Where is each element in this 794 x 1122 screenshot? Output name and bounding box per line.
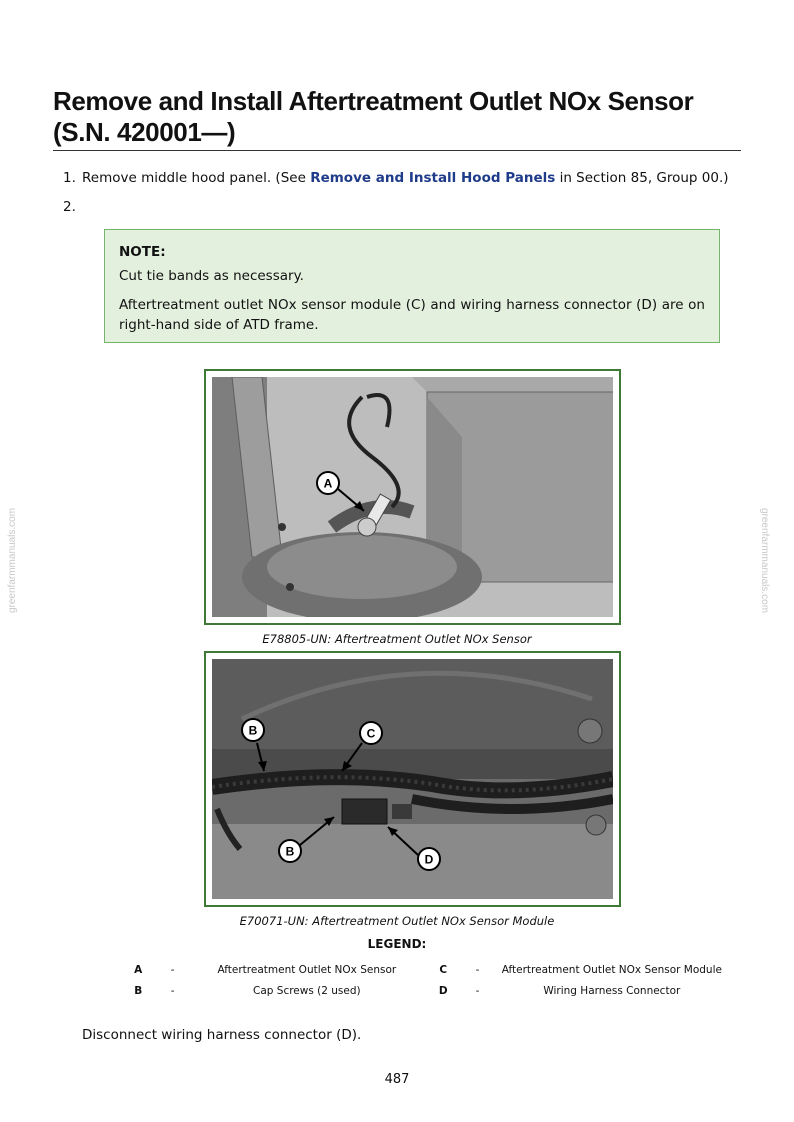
figure-caption: E78805-UN: Aftertreatment Outlet NOx Sensor (262, 632, 532, 646)
step-1 (63, 169, 729, 187)
step-2 (63, 198, 82, 216)
nox-sensor-illustration (212, 377, 613, 617)
note-line: Cut tie bands as necessary. (119, 268, 304, 284)
callout-b-label: B (248, 723, 258, 738)
legend-key: D (438, 985, 448, 997)
legend-row (120, 964, 730, 985)
callout-a-label: A (323, 476, 333, 491)
step-text-before: Remove middle hood panel. (See (82, 170, 311, 186)
legend-desc: Wiring Harness Connector (543, 985, 681, 997)
legend-desc: Cap Screws (2 used) (253, 985, 361, 997)
figure-caption: E70071-UN: Aftertreatment Outlet NOx Sensor Module (239, 914, 555, 928)
watermark-right: greenfarmmanuals.com (759, 507, 771, 614)
step-number: 1. (63, 170, 76, 186)
note-line: Aftertreatment outlet NOx sensor module (C) and wiring harness connector (D) are on right-hand side of ATD frame. (119, 297, 705, 333)
callout-c-label: C (366, 726, 376, 741)
title-divider (53, 150, 741, 151)
hood-panels-link[interactable]: Remove and Install Hood Panels (310, 170, 556, 186)
legend-row (120, 985, 730, 1006)
callout-d-label: D (424, 852, 434, 867)
legend-dash: - (475, 985, 480, 997)
legend-dash: - (170, 964, 175, 976)
figure-nox-module (204, 651, 621, 907)
page-number: 487 (384, 1072, 410, 1087)
legend-table (120, 964, 730, 1006)
legend-key: C (439, 964, 448, 976)
note-box (104, 229, 720, 343)
note-label: NOTE: (119, 244, 166, 260)
legend-dash: - (170, 985, 175, 997)
step-text-after: in Section 85, Group 00.) (555, 170, 729, 186)
legend-key: B (134, 985, 143, 997)
legend-key: A (134, 964, 143, 976)
legend-dash: - (475, 964, 480, 976)
page-title: Remove and Install Aftertreatment Outlet NOx Sensor (S.N. 420001—) (53, 86, 694, 147)
step-number: 2. (63, 199, 76, 215)
legend-desc: Aftertreatment Outlet NOx Sensor (217, 964, 397, 976)
legend-title: LEGEND: (367, 937, 427, 951)
figure-nox-sensor (204, 369, 621, 625)
watermark-left: greenfarmmanuals.com (7, 507, 19, 614)
legend-desc: Aftertreatment Outlet NOx Sensor Module (501, 964, 722, 976)
closing-instruction: Disconnect wiring harness connector (D). (82, 1027, 362, 1043)
nox-module-illustration (212, 659, 613, 899)
callout-b-lower-label: B (285, 844, 295, 859)
